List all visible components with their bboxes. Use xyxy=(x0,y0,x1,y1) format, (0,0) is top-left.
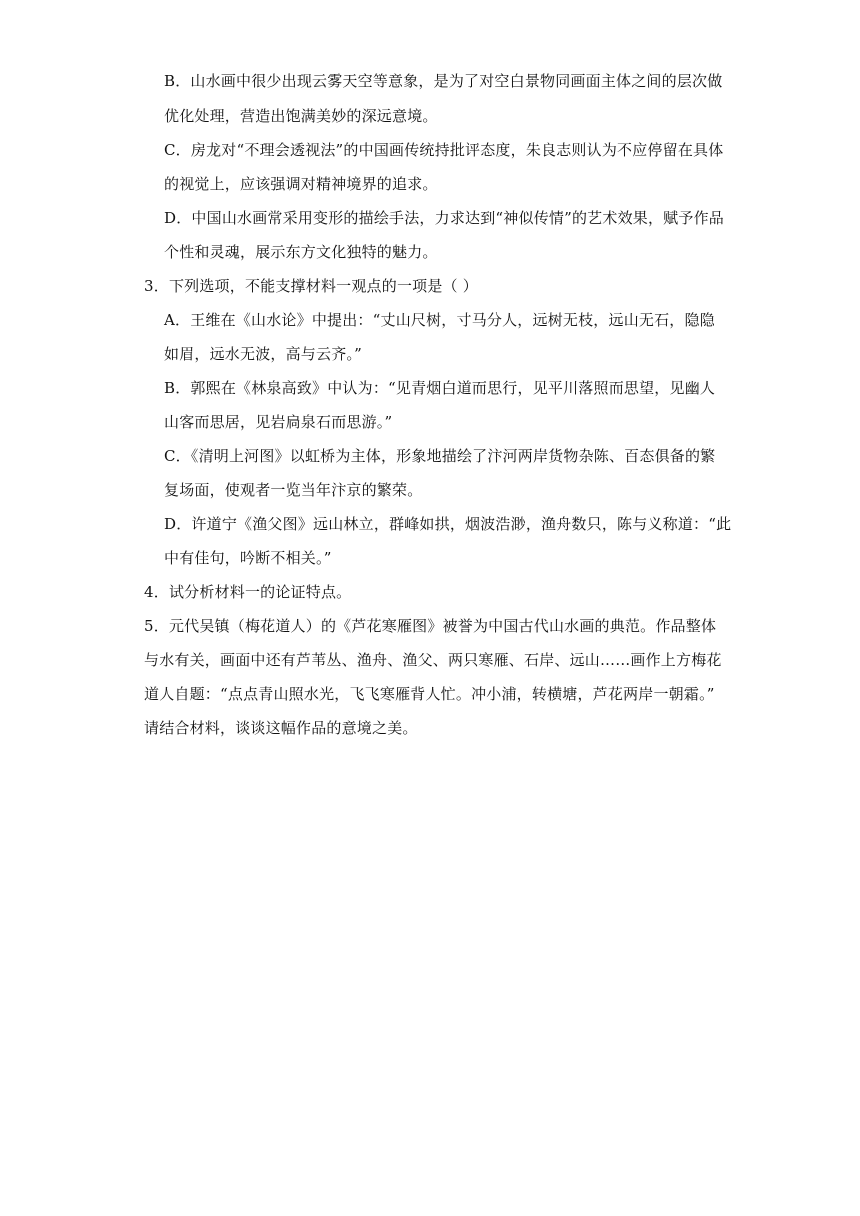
q2-option-d-line2: 个性和灵魂，展示东方文化独特的魅力。 xyxy=(164,243,438,261)
q3-option-d-line1: D．许道宁《渔父图》远山林立，群峰如拱，烟波浩渺，渔舟数只，陈与义称道：“此 xyxy=(164,515,732,533)
q2-option-d-line1: D．中国山水画常采用变形的描绘手法，力求达到“神似传情”的艺术效果，赋予作品 xyxy=(164,209,724,227)
q2-option-b-line1: B．山水画中很少出现云雾天空等意象，是为了对空白景物同画面主体之间的层次做 xyxy=(164,72,723,90)
q3-option-b-line1: B．郭熙在《林泉高致》中认为：“见青烟白道而思行，见平川落照而思望，见幽人 xyxy=(164,379,716,397)
q3-stem: 3．下列选项，不能支撑材料一观点的一项是（ ） xyxy=(144,277,478,295)
q2-option-c-line1: C．房龙对“不理会透视法”的中国画传统持批评态度，朱良志则认为不应停留在具体 xyxy=(164,141,724,159)
q5-line3: 道人自题：“点点青山照水光，飞飞寒雁背人忙。冲小浦，转横塘，芦花两岸一朝霜。” xyxy=(144,685,715,703)
q5-line4: 请结合材料，谈谈这幅作品的意境之美。 xyxy=(144,719,418,737)
q3-option-c-line1: C．《清明上河图》以虹桥为主体，形象地描绘了汴河两岸货物杂陈、百态俱备的繁 xyxy=(164,447,716,465)
q5-line1: 5．元代吴镇（梅花道人）的《芦花寒雁图》被誉为中国古代山水画的典范。作品整体 xyxy=(144,617,717,635)
q3-option-a-line1: A．王维在《山水论》中提出：“丈山尺树，寸马分人，远树无枝，远山无石，隐隐 xyxy=(164,311,715,329)
q3-option-a-line2: 如眉，远水无波，高与云齐。” xyxy=(164,345,362,363)
q2-option-c-line2: 的视觉上，应该强调对精神境界的追求。 xyxy=(164,175,438,193)
q4-stem: 4．试分析材料一的论证特点。 xyxy=(144,583,352,601)
q3-option-b-line2: 山客而思居，见岩扃泉石而思游。” xyxy=(164,413,393,431)
q2-option-b-line2: 优化处理，营造出饱满美妙的深远意境。 xyxy=(164,107,438,125)
q3-option-d-line2: 中有佳句，吟断不相关。” xyxy=(164,549,332,567)
q3-option-c-line2: 复场面，使观者一览当年汴京的繁荣。 xyxy=(164,481,423,499)
q5-line2: 与水有关，画面中还有芦苇丛、渔舟、渔父、两只寒雁、石岸、远山……画作上方梅花 xyxy=(144,651,722,669)
